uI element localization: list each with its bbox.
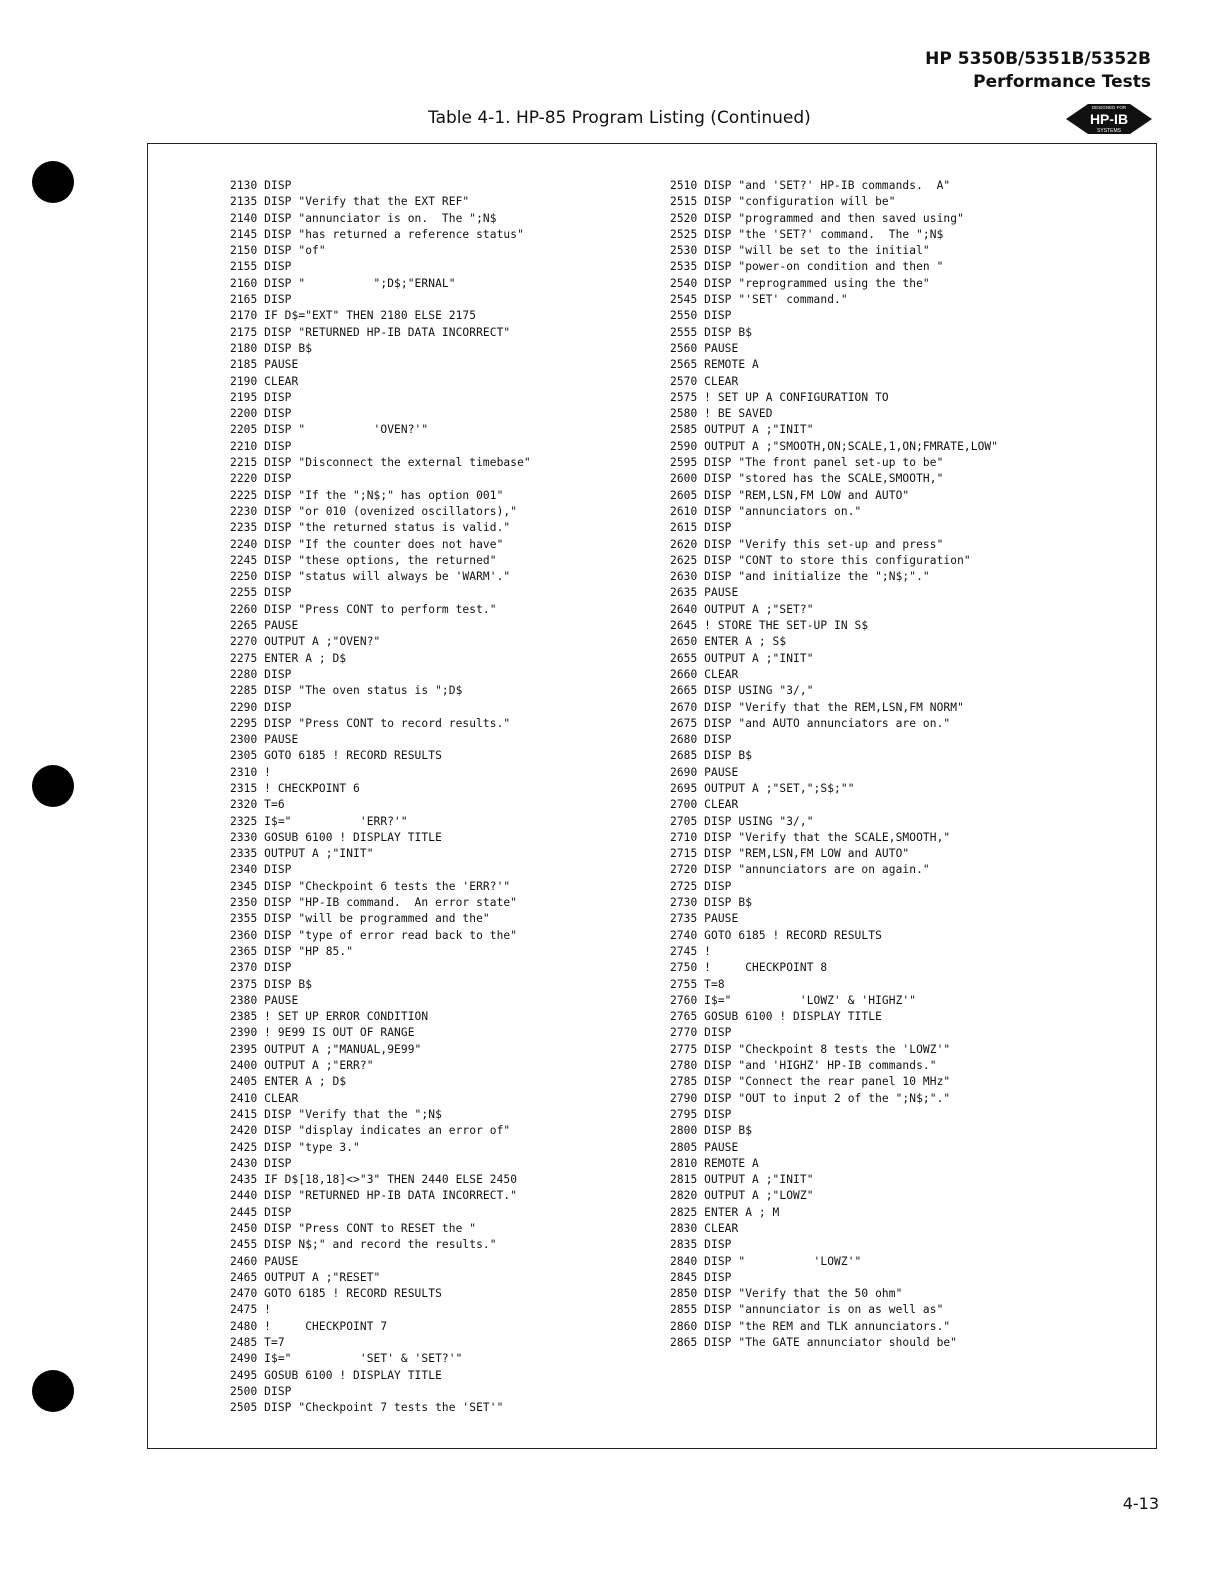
program-line: 2410 CLEAR <box>230 1091 299 1105</box>
program-line: 2555 DISP B$ <box>670 325 753 339</box>
program-line: 2135 DISP "Verify that the EXT REF" <box>230 195 470 209</box>
program-line: 2255 DISP <box>230 586 292 600</box>
program-line: 2430 DISP <box>230 1156 292 1170</box>
hp-ib-logo <box>1066 100 1152 138</box>
program-line: 2480 ! CHECKPOINT 7 <box>230 1319 388 1333</box>
program-line: 2695 OUTPUT A ;"SET,";S$;"" <box>670 781 855 795</box>
program-line: 2585 OUTPUT A ;"INIT" <box>670 423 814 437</box>
program-line: 2145 DISP "has returned a reference status" <box>230 227 524 241</box>
program-line: 2685 DISP B$ <box>670 749 753 763</box>
program-line: 2750 ! CHECKPOINT 8 <box>670 961 828 975</box>
program-line: 2210 DISP <box>230 439 292 453</box>
program-line: 2650 ENTER A ; S$ <box>670 635 787 649</box>
program-line: 2150 DISP "of" <box>230 244 326 258</box>
program-line: 2785 DISP "Connect the rear panel 10 MHz" <box>670 1075 951 1089</box>
program-line: 2180 DISP B$ <box>230 341 313 355</box>
program-line: 2495 GOSUB 6100 ! DISPLAY TITLE <box>230 1368 442 1382</box>
program-line: 2200 DISP <box>230 407 292 421</box>
program-line: 2725 DISP <box>670 879 732 893</box>
program-line: 2350 DISP "HP-IB command. An error state" <box>230 896 518 910</box>
section-title: Performance Tests <box>973 72 1151 92</box>
logo-top-text: DESIGNED FOR <box>1091 105 1127 110</box>
program-line: 2560 PAUSE <box>670 341 739 355</box>
page-number: 4-13 <box>1122 1494 1159 1513</box>
program-line: 2715 DISP "REM,LSN,FM LOW and AUTO" <box>670 847 910 861</box>
program-line: 2615 DISP <box>670 521 732 535</box>
program-line: 2660 CLEAR <box>670 667 739 681</box>
program-line: 2205 DISP " 'OVEN?'" <box>230 423 429 437</box>
program-line: 2310 ! <box>230 765 272 779</box>
program-line: 2710 DISP "Verify that the SCALE,SMOOTH," <box>670 830 951 844</box>
program-line: 2325 I$=" 'ERR?'" <box>230 814 408 828</box>
program-line: 2730 DISP B$ <box>670 896 753 910</box>
binder-hole-middle <box>32 765 74 807</box>
program-line: 2505 DISP "Checkpoint 7 tests the 'SET'" <box>230 1401 504 1415</box>
program-line: 2305 GOTO 6185 ! RECORD RESULTS <box>230 749 442 763</box>
program-line: 2155 DISP <box>230 260 292 274</box>
program-line: 2755 T=8 <box>670 977 725 991</box>
program-line: 2670 DISP "Verify that the REM,LSN,FM NORM" <box>670 700 964 714</box>
program-line: 2705 DISP USING "3/," <box>670 814 814 828</box>
program-line: 2610 DISP "annunciators on." <box>670 504 862 518</box>
program-line: 2800 DISP B$ <box>670 1124 753 1138</box>
program-line: 2435 IF D$[18,18]<>"3" THEN 2440 ELSE 2450 <box>230 1173 518 1187</box>
listing-right-column <box>670 178 998 1351</box>
program-line: 2675 DISP "and AUTO annunciators are on." <box>670 716 951 730</box>
program-line: 2470 GOTO 6185 ! RECORD RESULTS <box>230 1287 442 1301</box>
program-line: 2345 DISP "Checkpoint 6 tests the 'ERR?'" <box>230 879 511 893</box>
program-line: 2230 DISP "or 010 (ovenized oscillators)," <box>230 504 518 518</box>
program-line: 2400 OUTPUT A ;"ERR?" <box>230 1059 374 1073</box>
program-line: 2850 DISP "Verify that the 50 ohm" <box>670 1287 903 1301</box>
program-line: 2380 PAUSE <box>230 993 299 1007</box>
page-header <box>925 48 1151 94</box>
program-line: 2600 DISP "stored has the SCALE,SMOOTH," <box>670 472 944 486</box>
program-line: 2450 DISP "Press CONT to RESET the " <box>230 1222 477 1235</box>
program-line: 2195 DISP <box>230 390 292 404</box>
program-line: 2795 DISP <box>670 1107 732 1121</box>
program-line: 2270 OUTPUT A ;"OVEN?" <box>230 635 381 649</box>
program-line: 2645 ! STORE THE SET-UP IN S$ <box>670 619 869 633</box>
binder-hole-top <box>32 161 74 203</box>
program-line: 2605 DISP "REM,LSN,FM LOW and AUTO" <box>670 488 910 502</box>
program-line: 2765 GOSUB 6100 ! DISPLAY TITLE <box>670 1010 882 1024</box>
program-line: 2490 I$=" 'SET' & 'SET?'" <box>230 1352 463 1366</box>
program-line: 2835 DISP <box>670 1238 732 1252</box>
program-line: 2375 DISP B$ <box>230 977 313 991</box>
program-line: 2550 DISP <box>670 309 732 323</box>
program-line: 2865 DISP "The GATE annunciator should be" <box>670 1336 958 1350</box>
program-line: 2590 OUTPUT A ;"SMOOTH,ON;SCALE,1,ON;FMRATE,LOW" <box>670 439 999 453</box>
program-line: 2140 DISP "annunciator is on. The ";N$ <box>230 211 497 225</box>
program-line: 2860 DISP "the REM and TLK annunciators." <box>670 1319 951 1333</box>
program-line: 2445 DISP <box>230 1205 292 1219</box>
program-line: 2220 DISP <box>230 472 292 486</box>
program-line: 2515 DISP "configuration will be" <box>670 195 896 209</box>
program-line: 2265 PAUSE <box>230 619 299 633</box>
program-line: 2215 DISP "Disconnect the external timebase" <box>230 456 531 470</box>
program-line: 2500 DISP <box>230 1384 292 1398</box>
program-line: 2535 DISP "power-on condition and then " <box>670 260 944 274</box>
program-line: 2170 IF D$="EXT" THEN 2180 ELSE 2175 <box>230 309 477 323</box>
program-line: 2760 I$=" 'LOWZ' & 'HIGHZ'" <box>670 993 917 1007</box>
program-line: 2385 ! SET UP ERROR CONDITION <box>230 1010 429 1024</box>
program-line: 2225 DISP "If the ";N$;" has option 001" <box>230 488 504 502</box>
product-title: HP 5350B/5351B/5352B <box>925 49 1151 69</box>
program-line: 2570 CLEAR <box>670 374 739 388</box>
program-line: 2825 ENTER A ; M <box>670 1205 780 1219</box>
program-line: 2245 DISP "these options, the returned" <box>230 553 497 567</box>
program-line: 2640 OUTPUT A ;"SET?" <box>670 602 814 616</box>
program-line: 2300 PAUSE <box>230 733 299 747</box>
program-line: 2840 DISP " 'LOWZ'" <box>670 1254 862 1268</box>
program-line: 2295 DISP "Press CONT to record results." <box>230 716 511 730</box>
program-line: 2525 DISP "the 'SET?' command. The ";N$ <box>670 227 944 241</box>
program-line: 2520 DISP "programmed and then saved using" <box>670 211 964 225</box>
program-line: 2335 OUTPUT A ;"INIT" <box>230 847 374 861</box>
program-line: 2540 DISP "reprogrammed using the the" <box>670 276 930 290</box>
program-line: 2320 T=6 <box>230 798 285 812</box>
program-line: 2275 ENTER A ; D$ <box>230 651 347 665</box>
program-line: 2565 REMOTE A <box>670 358 759 372</box>
program-line: 2250 DISP "status will always be 'WARM'." <box>230 570 511 584</box>
program-line: 2690 PAUSE <box>670 765 739 779</box>
program-line: 2455 DISP N$;" and record the results." <box>230 1238 497 1252</box>
program-line: 2475 ! <box>230 1303 272 1317</box>
program-line: 2680 DISP <box>670 733 732 747</box>
program-line: 2820 OUTPUT A ;"LOWZ" <box>670 1189 814 1203</box>
program-line: 2260 DISP "Press CONT to perform test." <box>230 602 497 616</box>
program-line: 2160 DISP " ";D$;"ERNAL" <box>230 276 456 290</box>
program-line: 2635 PAUSE <box>670 586 739 600</box>
program-line: 2130 DISP <box>230 179 292 192</box>
program-line: 2845 DISP <box>670 1270 732 1284</box>
program-line: 2330 GOSUB 6100 ! DISPLAY TITLE <box>230 830 442 844</box>
program-line: 2620 DISP "Verify this set-up and press" <box>670 537 944 551</box>
program-line: 2745 ! <box>670 944 712 958</box>
program-line: 2420 DISP "display indicates an error of" <box>230 1124 511 1138</box>
program-line: 2815 OUTPUT A ;"INIT" <box>670 1173 814 1187</box>
program-line: 2595 DISP "The front panel set-up to be" <box>670 456 944 470</box>
program-line: 2735 PAUSE <box>670 912 739 926</box>
program-line: 2465 OUTPUT A ;"RESET" <box>230 1270 381 1284</box>
program-line: 2185 PAUSE <box>230 358 299 372</box>
program-line: 2175 DISP "RETURNED HP-IB DATA INCORRECT" <box>230 325 511 339</box>
program-line: 2580 ! BE SAVED <box>670 407 773 421</box>
program-line: 2280 DISP <box>230 667 292 681</box>
program-line: 2190 CLEAR <box>230 374 299 388</box>
program-line: 2720 DISP "annunciators are on again." <box>670 863 930 877</box>
program-line: 2340 DISP <box>230 863 292 877</box>
program-line: 2545 DISP "'SET' command." <box>670 293 848 307</box>
program-line: 2360 DISP "type of error read back to the" <box>230 928 518 942</box>
program-line: 2315 ! CHECKPOINT 6 <box>230 781 360 795</box>
program-line: 2855 DISP "annunciator is on as well as" <box>670 1303 944 1317</box>
program-line: 2370 DISP <box>230 961 292 975</box>
binder-hole-bottom <box>32 1370 74 1412</box>
program-line: 2830 CLEAR <box>670 1222 739 1235</box>
program-line: 2655 OUTPUT A ;"INIT" <box>670 651 814 665</box>
program-line: 2235 DISP "the returned status is valid." <box>230 521 511 535</box>
program-line: 2355 DISP "will be programmed and the" <box>230 912 490 926</box>
program-line: 2740 GOTO 6185 ! RECORD RESULTS <box>670 928 882 942</box>
program-line: 2485 T=7 <box>230 1336 285 1350</box>
program-line: 2770 DISP <box>670 1026 732 1040</box>
program-line: 2780 DISP "and 'HIGHZ' HP-IB commands." <box>670 1059 937 1073</box>
program-line: 2510 DISP "and 'SET?' HP-IB commands. A" <box>670 179 951 192</box>
program-line: 2365 DISP "HP 85." <box>230 944 354 958</box>
table-title: Table 4-1. HP-85 Program Listing (Continued) <box>428 108 811 128</box>
logo-bottom-text: SYSTEMS <box>1097 128 1121 134</box>
program-line: 2285 DISP "The oven status is ";D$ <box>230 684 463 698</box>
program-line: 2415 DISP "Verify that the ";N$ <box>230 1107 442 1121</box>
program-line: 2390 ! 9E99 IS OUT OF RANGE <box>230 1026 415 1040</box>
program-line: 2790 DISP "OUT to input 2 of the ";N$;"." <box>670 1091 951 1105</box>
program-line: 2630 DISP "and initialize the ";N$;"." <box>670 570 930 584</box>
program-line: 2240 DISP "If the counter does not have" <box>230 537 504 551</box>
program-line: 2665 DISP USING "3/," <box>670 684 814 698</box>
program-line: 2575 ! SET UP A CONFIGURATION TO <box>670 390 889 404</box>
program-line: 2290 DISP <box>230 700 292 714</box>
logo-main-text: HP-IB <box>1089 111 1129 127</box>
program-line: 2810 REMOTE A <box>670 1156 759 1170</box>
program-line: 2625 DISP "CONT to store this configuration" <box>670 553 971 567</box>
program-line: 2530 DISP "will be set to the initial" <box>670 244 930 258</box>
program-line: 2405 ENTER A ; D$ <box>230 1075 347 1089</box>
program-line: 2425 DISP "type 3." <box>230 1140 360 1154</box>
program-line: 2700 CLEAR <box>670 798 739 812</box>
program-line: 2805 PAUSE <box>670 1140 739 1154</box>
program-line: 2440 DISP "RETURNED HP-IB DATA INCORRECT." <box>230 1189 518 1203</box>
listing-left-column <box>230 178 531 1417</box>
program-line: 2395 OUTPUT A ;"MANUAL,9E99" <box>230 1042 422 1056</box>
program-line: 2775 DISP "Checkpoint 8 tests the 'LOWZ'" <box>670 1042 951 1056</box>
program-line: 2165 DISP <box>230 293 292 307</box>
program-line: 2460 PAUSE <box>230 1254 299 1268</box>
